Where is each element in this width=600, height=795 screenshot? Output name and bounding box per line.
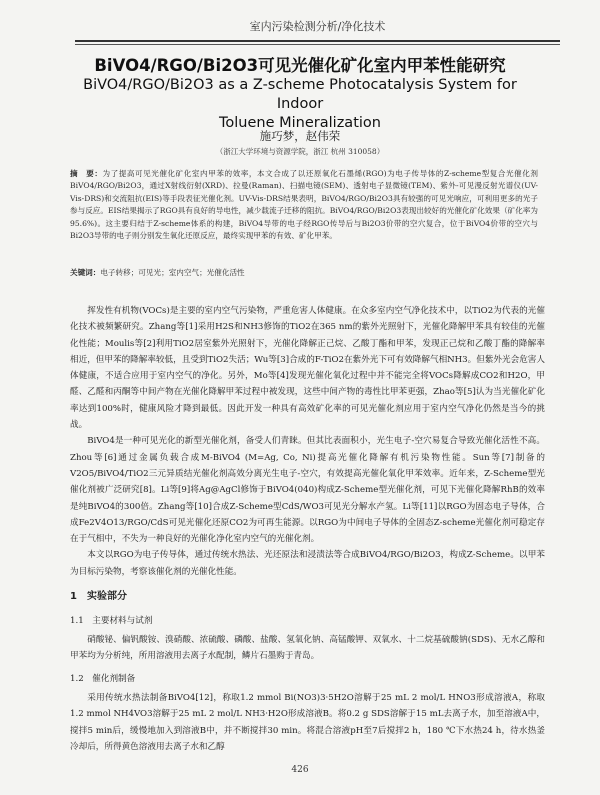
keywords-text: 电子转移；可见光；室内空气；光催化活性 [100, 268, 245, 277]
intro-paragraph-3: 本文以RGO为电子传导体，通过传统水热法、光还原法和浸渍法等合成BiVO4/RGO/Bi2O3，构成Z-Scheme。以甲苯为目标污染物，考察该催化剂的光催化性能。 [70, 550, 545, 577]
keywords [70, 267, 538, 278]
title-english-line1: BiVO4/RGO/Bi2O3 as a Z-scheme Photocatalysis System for Indoor [83, 77, 517, 112]
abstract [70, 168, 538, 242]
section-heading-experimental: 1 实验部分 [70, 591, 127, 602]
introduction [70, 303, 545, 580]
affiliation: （浙江大学环境与资源学院，浙江 杭州 310058） [215, 147, 385, 156]
preparation-paragraph [70, 690, 545, 755]
preparation-text: 采用传统水热法制备BiVO4[12]，称取1.2 mmol Bi(NO3)3·5H2O溶解于25 mL 2 mol/L HNO3形成溶液A，称取1.2 mmol NH4VO3溶解于25 mL 2 mol/L NH3·H2O形成溶液B。将0.2 g SDS溶解于15 mL去离子水，加至溶液A中，搅拌5 min后，缓慢地加入到溶液B中，并不断搅拌30 min。将混合溶液pH至7后搅拌2 h，180 ℃下水热24 h，待水热釜冷却后，所得黄色溶液用去离子水和乙醇 [70, 693, 545, 752]
intro-paragraph-1: 挥发性有机物(VOCs)是主要的室内空气污染物，严重危害人体健康。在众多室内空气净化技术中，以TiO2为代表的光催化技术被频繁研究。Zhang等[1]采用H2S和NH3修饰的TiO2在365 nm的紫外光照射下，光催化降解甲苯具有较佳的光催化性能；Moulis等[2]利用TiO2居室紫外光照射下，光催化降解正己烷、乙酸丁酯和甲苯，发现正己烷和乙酸丁酯的降解率相近，但甲苯的降解率较低，且受到TiO2失活；Wu等[3]合成的F-TiO2在紫外光下可有效降解气相NH3。但紫外光会危害人体健康，不适合应用于室内空气的净化。另外，Mo等[4]发现光催化氧化过程中并不能完全将VOCs降解成CO2和H2O，甲醛、乙醛和丙酮等中间产物在光催化降解甲苯过程中被发现，这些中间产物的毒性比甲苯更强，Zhao等[5]认为当光催化矿化率达到100%时，健康风险才降到最低。因此开发一种具有高效矿化率的可见光催化剂应用于室内空气净化仍然是当今的挑战。 [70, 306, 545, 431]
page-number: 426 [291, 765, 309, 775]
title-english-line2: Toluene Mineralization [219, 115, 381, 131]
subsection-heading-materials: 1.1 主要材料与试剂 [70, 616, 153, 626]
abstract-text: 为了提高可见光催化矿化室内甲苯的效率，本文合成了以还原氧化石墨烯(RGO)为电子传导体的Z-scheme型复合光催化剂BiVO4/RGO/Bi2O3，通过X射线衍射(XRD)、拉曼(Raman)、扫描电镜(SEM)、透射电子显微镜(TEM)、紫外-可见漫反射光谱仪(UV-Vis-DRS)和交流阻抗(EIS)等手段表征光催化剂。UV-Vis-DRS结果表明，BiVO4/RGO/Bi2O3具有较强的可见光响应，可利用更多的光子参与反应。EIS结果揭示了RGO具有良好的导电性，减少载流子迁移的阻抗。BiVO4/RGO/Bi2O3表现出较好的光催化矿化效果（矿化率为95.6%)。这主要归结于Z-scheme体系的构建，BiVO4导带的电子经RGO传导后与Bi2O3价带的空穴复合，位于BiVO4价带的空穴与Bi2O3导带的电子则分别发生氧化还原反应，最终实现甲苯的有效、矿化甲苯。 [70, 169, 538, 241]
keywords-label: 关键词： [70, 268, 101, 277]
running-header: 室内污染检测分析/净化技术 [75, 18, 560, 42]
abstract-label: 摘 要： [70, 169, 103, 178]
title-english [60, 76, 540, 133]
subsection-heading-preparation: 1.2 催化剂制备 [70, 674, 136, 684]
authors: 施巧梦，赵伟荣 [259, 129, 341, 143]
materials-paragraph [70, 632, 545, 665]
materials-text: 硝酸铋、偏钒酸铵、溴硝酸、浓硫酸、磷酸、盐酸、氢氧化钠、高锰酸钾、双氧水、十二烷基硫酸钠(SDS)、无水乙醇和甲苯均为分析纯，所用溶液用去离子水配制，鳞片石墨购于青岛。 [70, 635, 545, 662]
intro-paragraph-2: BiVO4是一种可见光化的新型光催化剂，备受人们青睐。但其比表面积小，光生电子-空穴易复合导致光催化活性不高。Zhou等[6]通过金属负载合成M-BiVO4 (M=Ag, Co, Ni)提高光催化降解有机污染物性能。Sun等[7]制备的V2O5/BiVO4/TiO2三元异质结光催化剂高效分离光生电子-空穴，有效提高光催化氧化甲苯效率。近年来，Z-Scheme型光催化剂被广泛研究[8]。Li等[9]将Ag@AgCl修饰于BiVO4(040)构成Z-Scheme型光催化剂，可见下光催化降解RhB的效率是纯BiVO4的300倍。Zhang等[10]合成Z-Scheme型CdS/WO3可见光分解水产氢。Li等[11]以RGO为固态电子导体，合成Fe2V4O13/RGO/CdS可见光催化还原CO2为可再生能源。以RGO为中间电子导体的全固态Z-scheme光催化剂可稳定存在于气相中，不失为一种良好的光催化净化室内空气的光催化剂。 [70, 436, 545, 545]
title-chinese: BiVO4/RGO/Bi2O3可见光催化矿化室内甲苯性能研究 [94, 56, 506, 75]
